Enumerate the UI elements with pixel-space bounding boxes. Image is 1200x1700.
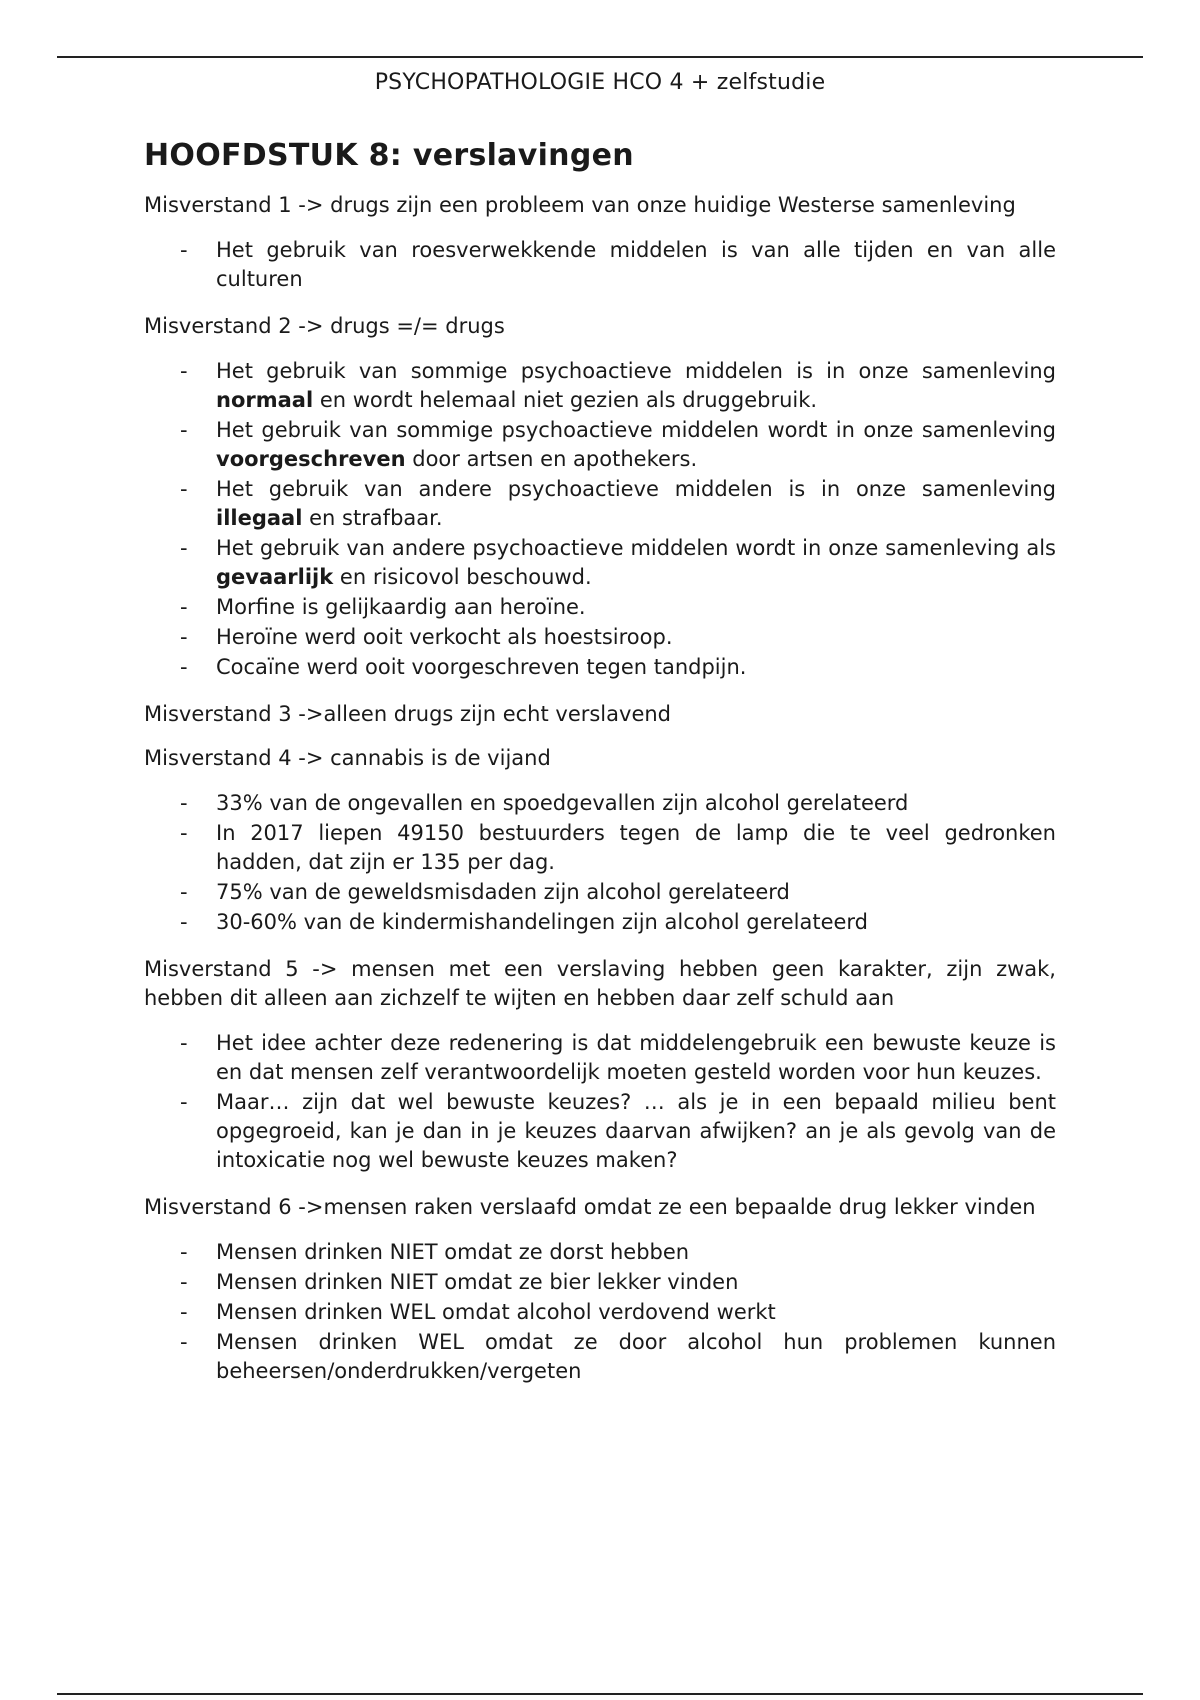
list-item bbox=[144, 1088, 1056, 1175]
bullet-dash: - bbox=[180, 1240, 188, 1264]
list-item bbox=[144, 653, 1056, 682]
list-item-text: Het gebruik van andere psychoactieve middelen wordt in onze samenleving als bbox=[216, 536, 1056, 560]
list-item bbox=[144, 593, 1056, 622]
list-item bbox=[144, 1238, 1056, 1267]
list-item-text: 30-60% van de kindermishandelingen zijn alcohol gerelateerd bbox=[216, 910, 869, 934]
misverstand-heading: Misverstand 1 -> drugs zijn een probleem van onze huidige Westerse samenleving bbox=[144, 193, 1016, 217]
list-item bbox=[144, 236, 1056, 294]
list-item-text: en strafbaar. bbox=[302, 506, 443, 530]
list-item bbox=[144, 475, 1056, 533]
list-item-text: Mensen drinken NIET omdat ze bier lekker vinden bbox=[216, 1270, 739, 1294]
footer-rule bbox=[57, 1693, 1143, 1695]
bullet-dash: - bbox=[180, 536, 188, 560]
list-item-emphasis: gevaarlijk bbox=[216, 565, 334, 589]
document-body bbox=[144, 138, 1056, 1404]
list-item-text: Het idee achter deze redenering is dat middelengebruik een bewuste keuze is en dat mensen zelf verantwoordelijk moeten gesteld worden voor hun keuzes. bbox=[216, 1031, 1056, 1084]
list-item-text: Het gebruik van sommige psychoactieve middelen wordt in onze samenleving bbox=[216, 418, 1056, 442]
list-item-text: Morfine is gelijkaardig aan heroïne. bbox=[216, 595, 586, 619]
list-item-text: Het gebruik van andere psychoactieve middelen is in onze samenleving bbox=[216, 477, 1056, 501]
list-item-text: Heroïne werd ooit verkocht als hoestsiroop. bbox=[216, 625, 673, 649]
list-item bbox=[144, 416, 1056, 474]
list-item bbox=[144, 789, 1056, 818]
list-item bbox=[144, 1268, 1056, 1297]
list-item bbox=[144, 819, 1056, 877]
bullet-dash: - bbox=[180, 821, 188, 845]
page-header: PSYCHOPATHOLOGIE HCO 4 + zelfstudie bbox=[374, 70, 826, 95]
chapter-title: HOOFDSTUK 8: verslavingen bbox=[144, 138, 634, 173]
bullet-list bbox=[144, 236, 1056, 294]
list-item bbox=[144, 1029, 1056, 1087]
misverstand-heading: Misverstand 2 -> drugs =/= drugs bbox=[144, 314, 505, 338]
list-item-text: Cocaïne werd ooit voorgeschreven tegen tandpijn. bbox=[216, 655, 747, 679]
list-item-text: en wordt helemaal niet gezien als druggebruik. bbox=[313, 388, 818, 412]
bullet-list bbox=[144, 1238, 1056, 1386]
bullet-dash: - bbox=[180, 1300, 188, 1324]
list-item-text: Maar… zijn dat wel bewuste keuzes? … als je in een bepaald milieu bent opgegroeid, kan je dan in je keuzes daarvan afwijken? an je als gevolg van de intoxicatie nog wel bewuste keuzes maken? bbox=[216, 1090, 1056, 1172]
bullet-dash: - bbox=[180, 1031, 188, 1055]
list-item-text: door artsen en apothekers. bbox=[405, 447, 698, 471]
list-item bbox=[144, 1298, 1056, 1327]
bullet-dash: - bbox=[180, 1270, 188, 1294]
list-item-text: 33% van de ongevallen en spoedgevallen zijn alcohol gerelateerd bbox=[216, 791, 909, 815]
list-item-text: 75% van de geweldsmisdaden zijn alcohol gerelateerd bbox=[216, 880, 790, 904]
list-item bbox=[144, 623, 1056, 652]
list-item bbox=[144, 1328, 1056, 1386]
sections-container bbox=[144, 191, 1056, 1386]
list-item-emphasis: normaal bbox=[216, 388, 314, 412]
misverstand-heading: Misverstand 5 -> mensen met een verslaving hebben geen karakter, zijn zwak, hebben dit alleen aan zichzelf te wijten en hebben daar zelf schuld aan bbox=[144, 957, 1056, 1010]
misverstand-heading: Misverstand 3 ->alleen drugs zijn echt verslavend bbox=[144, 702, 671, 726]
bullet-dash: - bbox=[180, 791, 188, 815]
bullet-dash: - bbox=[180, 1330, 188, 1354]
bullet-list bbox=[144, 1029, 1056, 1175]
list-item bbox=[144, 878, 1056, 907]
bullet-dash: - bbox=[180, 910, 188, 934]
list-item-text: Het gebruik van sommige psychoactieve middelen is in onze samenleving bbox=[216, 359, 1056, 383]
list-item-emphasis: illegaal bbox=[216, 506, 303, 530]
bullet-dash: - bbox=[180, 477, 188, 501]
list-item-text: en risicovol beschouwd. bbox=[333, 565, 592, 589]
bullet-dash: - bbox=[180, 1090, 188, 1114]
list-item-text: In 2017 liepen 49150 bestuurders tegen de lamp die te veel gedronken hadden, dat zijn er 135 per dag. bbox=[216, 821, 1056, 874]
list-item bbox=[144, 534, 1056, 592]
list-item-text: Het gebruik van roesverwekkende middelen is van alle tijden en van alle culturen bbox=[216, 238, 1056, 291]
list-item-text: Mensen drinken WEL omdat alcohol verdovend werkt bbox=[216, 1300, 776, 1324]
list-item bbox=[144, 908, 1056, 937]
bullet-dash: - bbox=[180, 880, 188, 904]
list-item-text: Mensen drinken WEL omdat ze door alcohol hun problemen kunnen beheersen/onderdrukken/vergeten bbox=[216, 1330, 1056, 1383]
list-item-emphasis: voorgeschreven bbox=[216, 447, 406, 471]
list-item bbox=[144, 357, 1056, 415]
misverstand-heading: Misverstand 6 ->mensen raken verslaafd omdat ze een bepaalde drug lekker vinden bbox=[144, 1195, 1036, 1219]
bullet-dash: - bbox=[180, 655, 188, 679]
bullet-dash: - bbox=[180, 595, 188, 619]
bullet-dash: - bbox=[180, 418, 188, 442]
list-item-text: Mensen drinken NIET omdat ze dorst hebben bbox=[216, 1240, 690, 1264]
bullet-dash: - bbox=[180, 359, 188, 383]
misverstand-heading: Misverstand 4 -> cannabis is de vijand bbox=[144, 746, 551, 770]
bullet-dash: - bbox=[180, 238, 188, 262]
header-rule bbox=[57, 56, 1143, 58]
bullet-list bbox=[144, 357, 1056, 682]
bullet-dash: - bbox=[180, 625, 188, 649]
bullet-list bbox=[144, 789, 1056, 937]
